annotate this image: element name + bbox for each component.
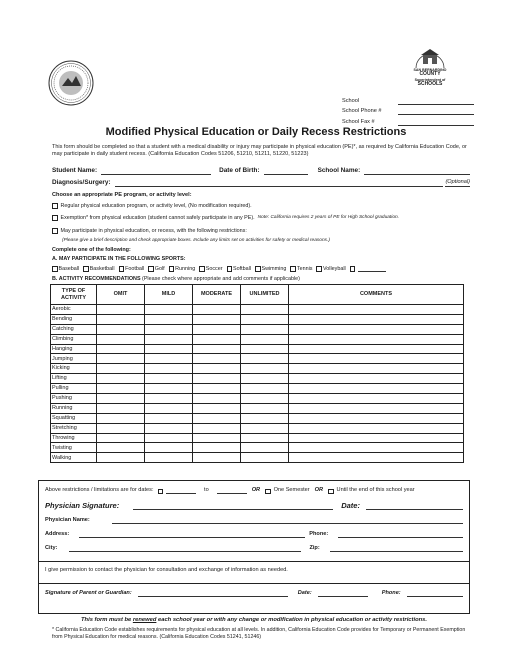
- table-row: [51, 334, 464, 344]
- physician-signature-field[interactable]: [133, 503, 333, 510]
- level-cell[interactable]: [241, 413, 289, 423]
- comment-cell[interactable]: [289, 394, 464, 404]
- table-row: [51, 305, 464, 315]
- start-date-field[interactable]: [166, 487, 196, 494]
- comment-cell[interactable]: [289, 453, 464, 463]
- activity-name: Pushing: [51, 394, 97, 404]
- level-cell[interactable]: [145, 334, 193, 344]
- comment-cell[interactable]: [289, 413, 464, 423]
- one-semester-checkbox[interactable]: [265, 489, 271, 495]
- dates-row: Above restrictions / limitations are for dates: to OR One Semester OR Until the end of this school year: [45, 487, 415, 494]
- guardian-phone-field[interactable]: [407, 590, 463, 597]
- level-cell[interactable]: [193, 364, 241, 374]
- address-row: Address: Phone:: [45, 531, 463, 538]
- address-field[interactable]: [79, 531, 305, 538]
- checkbox[interactable]: [148, 266, 154, 272]
- activity-name: Throwing: [51, 433, 97, 443]
- level-cell[interactable]: [97, 403, 145, 413]
- sport-other[interactable]: [350, 266, 387, 272]
- level-cell[interactable]: [97, 374, 145, 384]
- end-date-field[interactable]: [217, 487, 247, 494]
- sport-golf[interactable]: Golf: [148, 266, 164, 272]
- checkbox[interactable]: [290, 266, 296, 272]
- level-cell[interactable]: [241, 453, 289, 463]
- level-cell[interactable]: [145, 403, 193, 413]
- level-cell[interactable]: [145, 423, 193, 433]
- option-restrictions[interactable]: May participate in physical education, or recess, with the following restrictions:: [52, 228, 470, 234]
- sport-soccer[interactable]: Soccer: [199, 266, 222, 272]
- comment-cell[interactable]: [289, 403, 464, 413]
- section-b-heading: B. ACTIVITY RECOMMENDATIONS (Please check where appropriate and add comments if applicable): [52, 276, 300, 282]
- sport-tennis[interactable]: Tennis: [290, 266, 312, 272]
- level-cell[interactable]: [193, 354, 241, 364]
- checkbox[interactable]: [199, 266, 205, 272]
- column-header: TYPE OF ACTIVITY: [51, 285, 97, 305]
- county-schools-logo: SAN BERNARDINO COUNTY Superintendent of SCHOOLS: [398, 46, 462, 92]
- level-cell[interactable]: [241, 314, 289, 324]
- column-header: MILD: [145, 285, 193, 305]
- table-row: [51, 443, 464, 453]
- sport-volleyball[interactable]: Volleyball: [316, 266, 345, 272]
- level-cell[interactable]: [97, 384, 145, 394]
- comment-cell[interactable]: [289, 433, 464, 443]
- sport-baseball[interactable]: Baseball: [52, 266, 79, 272]
- level-cell[interactable]: [193, 374, 241, 384]
- sport-softball[interactable]: Softball: [227, 266, 251, 272]
- guardian-date-field[interactable]: [318, 590, 368, 597]
- level-cell[interactable]: [97, 314, 145, 324]
- sport-basketball[interactable]: Basketball: [83, 266, 114, 272]
- level-cell[interactable]: [241, 344, 289, 354]
- table-row: [51, 354, 464, 364]
- level-cell[interactable]: [97, 423, 145, 433]
- sport-football[interactable]: Football: [119, 266, 145, 272]
- checkbox[interactable]: [52, 203, 58, 209]
- school-phone-label: School Phone #: [342, 108, 382, 115]
- signature-date-field[interactable]: [366, 503, 463, 510]
- level-cell[interactable]: [241, 403, 289, 413]
- level-cell[interactable]: [145, 324, 193, 334]
- level-cell[interactable]: [145, 413, 193, 423]
- physician-name-row: Physician Name:: [45, 517, 463, 524]
- table-row: [51, 453, 464, 463]
- comment-cell[interactable]: [289, 423, 464, 433]
- level-cell[interactable]: [241, 394, 289, 404]
- level-cell[interactable]: [241, 384, 289, 394]
- level-cell[interactable]: [241, 433, 289, 443]
- checkbox[interactable]: [119, 266, 125, 272]
- county-seal: [48, 60, 94, 106]
- activity-name: Aerobic: [51, 305, 97, 315]
- checkbox[interactable]: [255, 266, 261, 272]
- education-code-note: * California Education Code establishes requirements for physical education at all levels. In addition, California Education Code provides for Temporary or Permanent Exemption from Physical Education for medical reasons. (California Education Codes 51241, 51246): [52, 627, 466, 641]
- physician-phone-field[interactable]: [338, 531, 463, 538]
- activity-name: Stretching: [51, 423, 97, 433]
- column-header: OMIT: [97, 285, 145, 305]
- table-row: [51, 403, 464, 413]
- school-field[interactable]: [398, 98, 474, 105]
- school-name-field[interactable]: [364, 168, 470, 175]
- guardian-signature-field[interactable]: [138, 590, 288, 597]
- activity-name: Squatting: [51, 413, 97, 423]
- student-row: [52, 167, 470, 175]
- checkbox[interactable]: [316, 266, 322, 272]
- level-cell[interactable]: [145, 374, 193, 384]
- level-cell[interactable]: [145, 364, 193, 374]
- activity-name: Bending: [51, 314, 97, 324]
- checkbox[interactable]: [350, 266, 356, 272]
- level-cell[interactable]: [241, 374, 289, 384]
- table-row: [51, 324, 464, 334]
- level-cell[interactable]: [97, 354, 145, 364]
- comment-cell[interactable]: [289, 354, 464, 364]
- activity-name: Catching: [51, 324, 97, 334]
- table-row: [51, 384, 464, 394]
- zip-field[interactable]: [330, 545, 463, 552]
- level-cell[interactable]: [241, 423, 289, 433]
- form-title: Modified Physical Education or Daily Recess Restrictions: [105, 126, 407, 138]
- level-cell[interactable]: [241, 305, 289, 315]
- activity-name: Lifting: [51, 374, 97, 384]
- optional-label: (Optional): [445, 179, 470, 185]
- level-cell[interactable]: [193, 453, 241, 463]
- level-cell[interactable]: [97, 334, 145, 344]
- level-cell[interactable]: [241, 334, 289, 344]
- sport-swimming[interactable]: Swimming: [255, 266, 286, 272]
- activity-name: Twisting: [51, 443, 97, 453]
- level-cell[interactable]: [97, 413, 145, 423]
- school-fax-field[interactable]: [398, 119, 474, 126]
- school-phone-field[interactable]: [398, 108, 474, 115]
- date-range-checkbox[interactable]: [158, 489, 164, 495]
- intro-text: This form should be completed so that a student with a medical disability or injury may participate in physical education (PE)*, as required by California Education Code, or may participate in daily student recess. (California Education Codes 51206, 51210, 51211, 51220, 51223): [52, 144, 467, 158]
- student-name-label: Student Name:: [52, 167, 98, 174]
- checkbox[interactable]: [52, 215, 58, 221]
- diagnosis-row: [52, 179, 470, 187]
- city-row: City: Zip:: [45, 545, 463, 552]
- physician-box: [38, 480, 470, 584]
- level-cell[interactable]: [145, 433, 193, 443]
- restrictions-subnote: (Please give a brief description and check appropriate boxes. Include any limits set on activities for safety or medical reasons.): [62, 238, 330, 243]
- column-header: UNLIMITED: [241, 285, 289, 305]
- level-cell[interactable]: [241, 324, 289, 334]
- level-cell[interactable]: [193, 443, 241, 453]
- level-cell[interactable]: [193, 423, 241, 433]
- table-row: [51, 423, 464, 433]
- comment-cell[interactable]: [289, 334, 464, 344]
- table-row: [51, 374, 464, 384]
- level-cell[interactable]: [97, 364, 145, 374]
- sports-checklist: [52, 266, 472, 272]
- level-cell[interactable]: [97, 443, 145, 453]
- activity-name: Pulling: [51, 384, 97, 394]
- level-cell[interactable]: [193, 344, 241, 354]
- level-cell[interactable]: [193, 394, 241, 404]
- school-label: School: [342, 97, 360, 104]
- level-cell[interactable]: [97, 344, 145, 354]
- comment-cell[interactable]: [289, 384, 464, 394]
- activity-name: Hanging: [51, 344, 97, 354]
- level-cell[interactable]: [193, 334, 241, 344]
- level-cell[interactable]: [193, 433, 241, 443]
- comment-cell[interactable]: [289, 364, 464, 374]
- level-cell[interactable]: [97, 394, 145, 404]
- activity-name: Walking: [51, 453, 97, 463]
- comment-cell[interactable]: [289, 314, 464, 324]
- level-cell[interactable]: [193, 314, 241, 324]
- school-fax-label: School Fax #: [342, 118, 375, 125]
- level-cell[interactable]: [193, 305, 241, 315]
- diagnosis-label: Diagnosis/Surgery:: [52, 179, 111, 187]
- signature-row: Physician Signature: Date:: [45, 501, 463, 510]
- comment-cell[interactable]: [289, 443, 464, 453]
- level-cell[interactable]: [145, 305, 193, 315]
- school-info: [342, 94, 474, 126]
- complete-label: Complete one of the following:: [52, 247, 131, 253]
- activity-table: [50, 284, 464, 463]
- section-a-heading: A. MAY PARTICIPATE IN THE FOLLOWING SPORTS:: [52, 256, 186, 262]
- checkbox[interactable]: [52, 266, 58, 272]
- checkbox[interactable]: [52, 228, 58, 234]
- sport-running[interactable]: Running: [169, 266, 196, 272]
- column-header: COMMENTS: [289, 285, 464, 305]
- comment-cell[interactable]: [289, 324, 464, 334]
- level-cell[interactable]: [97, 433, 145, 443]
- permission-text: I give permission to contact the physician for consultation and exchange of information as needed.: [45, 567, 288, 573]
- level-cell[interactable]: [145, 314, 193, 324]
- level-cell[interactable]: [241, 443, 289, 453]
- table-row: [51, 314, 464, 324]
- comment-cell[interactable]: [289, 305, 464, 315]
- level-cell[interactable]: [241, 354, 289, 364]
- level-cell[interactable]: [145, 344, 193, 354]
- level-cell[interactable]: [145, 384, 193, 394]
- choose-program-label: Choose an appropriate PE program, or activity level:: [52, 192, 192, 198]
- level-cell[interactable]: [145, 394, 193, 404]
- column-header: MODERATE: [193, 285, 241, 305]
- option-exemption[interactable]: Exemption* from physical education (student cannot safely participate in any PE). Note: California requires 2 years of PE for High School graduation.: [52, 215, 470, 221]
- table-row: [51, 433, 464, 443]
- end-of-year-checkbox[interactable]: [328, 489, 334, 495]
- option-regular[interactable]: Regular physical education program, or activity level, (No modification required).: [52, 203, 470, 209]
- level-cell[interactable]: [241, 364, 289, 374]
- activity-name: Jumping: [51, 354, 97, 364]
- student-name-field[interactable]: [101, 168, 211, 175]
- activity-name: Climbing: [51, 334, 97, 344]
- guardian-row: Signature of Parent or Guardian: Date: Phone:: [45, 590, 463, 597]
- activity-name: Running: [51, 403, 97, 413]
- comment-cell[interactable]: [289, 344, 464, 354]
- school-name-label: School Name:: [317, 167, 361, 174]
- exemption-note: Note: California requires 2 years of PE for High School graduation.: [257, 215, 399, 220]
- level-cell[interactable]: [193, 413, 241, 423]
- level-cell[interactable]: [193, 384, 241, 394]
- level-cell[interactable]: [145, 453, 193, 463]
- table-row: [51, 344, 464, 354]
- renewal-notice: This form must be renewed each school year or with any change or modification in physical education or activity restrictions.: [81, 617, 427, 623]
- city-field[interactable]: [69, 545, 301, 552]
- physician-name-field[interactable]: [112, 517, 463, 524]
- level-cell[interactable]: [145, 443, 193, 453]
- level-cell[interactable]: [193, 324, 241, 334]
- checkbox[interactable]: [227, 266, 233, 272]
- level-cell[interactable]: [97, 305, 145, 315]
- guardian-box: [38, 584, 470, 614]
- level-cell[interactable]: [145, 354, 193, 364]
- level-cell[interactable]: [97, 453, 145, 463]
- checkbox[interactable]: [169, 266, 175, 272]
- activity-name: Kicking: [51, 364, 97, 374]
- table-row: [51, 394, 464, 404]
- dob-label: Date of Birth:: [219, 167, 260, 174]
- checkbox[interactable]: [83, 266, 89, 272]
- table-row: [51, 413, 464, 423]
- comment-cell[interactable]: [289, 374, 464, 384]
- dob-field[interactable]: [264, 168, 308, 175]
- table-row: [51, 364, 464, 374]
- diagnosis-field[interactable]: [115, 180, 444, 187]
- other-sport-field[interactable]: [358, 266, 386, 272]
- level-cell[interactable]: [97, 324, 145, 334]
- level-cell[interactable]: [193, 403, 241, 413]
